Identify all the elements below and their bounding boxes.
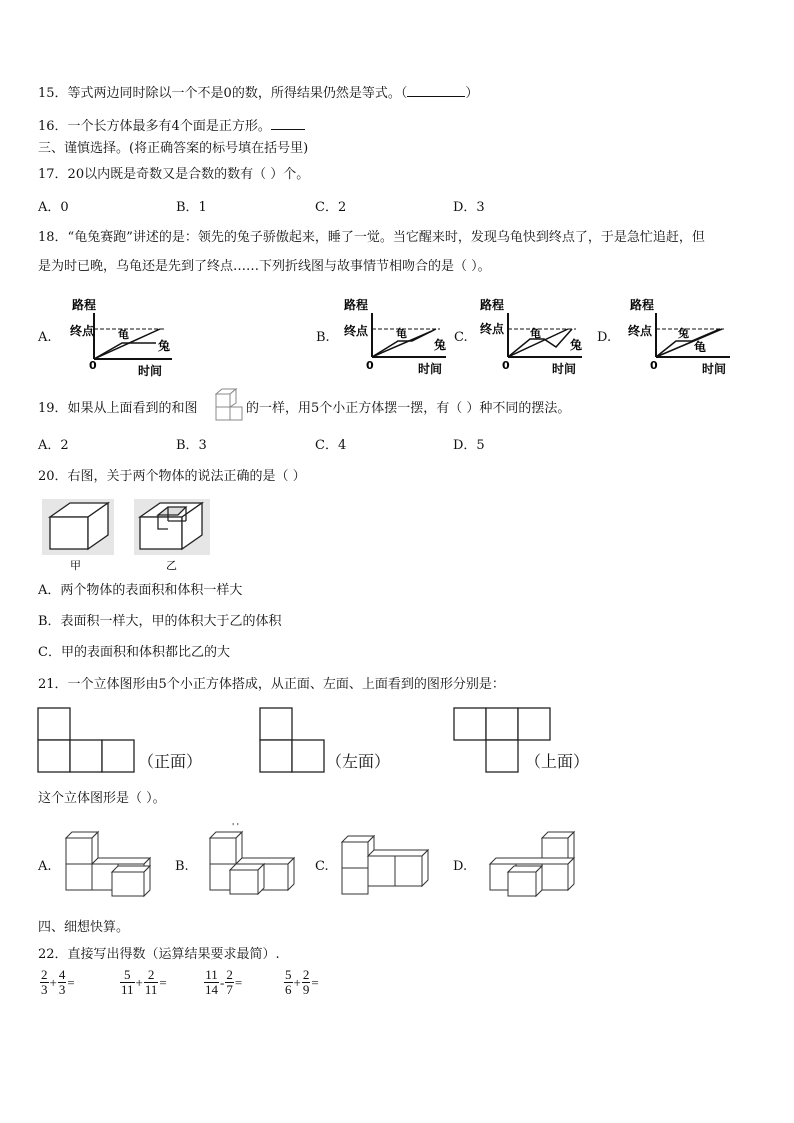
q19-option-d[interactable]: D．5 bbox=[453, 438, 485, 453]
stray-mark: ' ' bbox=[232, 822, 239, 831]
operator: + bbox=[135, 974, 143, 990]
y-axis-label: 路程 bbox=[344, 298, 369, 312]
q18-graph-d bbox=[626, 295, 736, 377]
x-axis-label: 时间 bbox=[418, 362, 443, 376]
x-axis-label: 时间 bbox=[702, 362, 727, 376]
q18-option-a-label[interactable]: A. bbox=[38, 330, 52, 345]
origin-label: 0 bbox=[366, 359, 374, 372]
equals-sign: = bbox=[67, 974, 75, 990]
rabbit-label: 兔 bbox=[570, 338, 583, 352]
x-axis-label: 时间 bbox=[138, 364, 163, 377]
section-4-title: 四、细想快算。 bbox=[38, 920, 130, 935]
q21-option-b-label[interactable]: B. bbox=[175, 859, 189, 874]
equals-sign: = bbox=[159, 974, 167, 990]
numerator: 11 bbox=[205, 967, 218, 982]
calc-item-4[interactable] bbox=[284, 968, 320, 997]
q17-option-d[interactable]: D．3 bbox=[453, 200, 485, 215]
question-18-line2: 是为时已晚，乌龟还是先到了终点……下列折线图与故事情节相吻合的是（ ）。 bbox=[38, 259, 491, 274]
calc-item-3[interactable] bbox=[204, 968, 243, 997]
end-label: 终点 bbox=[70, 324, 95, 338]
q20-option-a[interactable]: A．两个物体的表面积和体积一样大 bbox=[38, 583, 243, 598]
q17-option-c[interactable]: C．2 bbox=[315, 200, 347, 215]
question-20-text: 20．右图，关于两个物体的说法正确的是（ ） bbox=[38, 469, 306, 484]
numerator: 2 bbox=[302, 967, 310, 982]
rabbit-label: 兔 bbox=[158, 339, 171, 353]
question-15-close: ） bbox=[465, 86, 479, 101]
end-label: 终点 bbox=[344, 324, 369, 338]
front-view-label: （正面） bbox=[138, 752, 203, 771]
q18-option-d-label[interactable]: D. bbox=[597, 330, 612, 345]
left-view-label: （左面） bbox=[326, 752, 391, 771]
q19-option-a[interactable]: A．2 bbox=[38, 438, 69, 453]
q21-option-a-label[interactable]: A. bbox=[38, 859, 52, 874]
question-18-line1: 18．“龟兔赛跑”讲述的是：领先的兔子骄傲起来，睡了一觉。当它醒来时，发现乌龟快到终点了，于是急忙追赶，但 bbox=[38, 230, 705, 245]
numerator: 2 bbox=[41, 967, 48, 982]
object-yi-label: 乙 bbox=[166, 559, 177, 572]
question-16-text: 16．一个长方体最多有4个面是正方形。 bbox=[38, 119, 271, 134]
q18-graph-a bbox=[60, 295, 180, 377]
denominator: 6 bbox=[285, 982, 292, 997]
turtle-label: 龟 bbox=[694, 340, 707, 354]
origin-label: 0 bbox=[89, 359, 97, 372]
end-label: 终点 bbox=[480, 322, 505, 336]
q18-graph-b bbox=[340, 295, 450, 377]
origin-label: 0 bbox=[650, 359, 658, 372]
y-axis-label: 路程 bbox=[630, 298, 655, 312]
q20-option-b[interactable]: B．表面积一样大，甲的体积大于乙的体积 bbox=[38, 614, 282, 629]
y-axis-label: 路程 bbox=[480, 298, 505, 312]
denominator: 9 bbox=[302, 982, 310, 997]
y-axis-label: 路程 bbox=[72, 298, 97, 312]
q21-option-b-figure bbox=[206, 822, 298, 896]
q18-option-b-label[interactable]: B. bbox=[316, 330, 330, 345]
left-view-diagram bbox=[259, 707, 329, 775]
answer-blank-16[interactable] bbox=[271, 117, 305, 130]
operator: + bbox=[293, 974, 301, 990]
denominator: 11 bbox=[121, 982, 134, 997]
q19-top-view-figure bbox=[208, 388, 244, 424]
top-view-label: （上面） bbox=[525, 752, 590, 771]
numerator: 2 bbox=[226, 967, 233, 982]
q19-option-c[interactable]: C．4 bbox=[315, 438, 347, 453]
question-22-text: 22．直接写出得数（运算结果要求最简）. bbox=[38, 947, 280, 962]
question-19-after: 的一样，用5个小正方体摆一摆，有（ ）种不同的摆法。 bbox=[246, 401, 571, 416]
numerator: 4 bbox=[58, 967, 66, 982]
section-3-title: 三、谨慎选择。(将正确答案的标号填在括号里) bbox=[38, 141, 309, 156]
calc-item-1[interactable] bbox=[40, 968, 76, 997]
rabbit-label: 兔 bbox=[434, 338, 447, 352]
denominator: 11 bbox=[144, 982, 158, 997]
q20-figure bbox=[40, 495, 220, 575]
equals-sign: = bbox=[234, 974, 243, 990]
operator: - bbox=[220, 974, 225, 990]
q20-option-c[interactable]: C．甲的表面积和体积都比乙的大 bbox=[38, 645, 230, 660]
q17-option-a[interactable]: A．0 bbox=[38, 200, 69, 215]
turtle-label: 龟 bbox=[530, 327, 541, 340]
denominator: 14 bbox=[205, 982, 218, 997]
q17-option-b[interactable]: B．1 bbox=[176, 200, 207, 215]
q18-graph-c bbox=[478, 295, 588, 377]
q18-option-c-label[interactable]: C. bbox=[454, 330, 468, 345]
operator: + bbox=[49, 974, 57, 990]
denominator: 7 bbox=[226, 982, 233, 997]
q19-option-b[interactable]: B．3 bbox=[176, 438, 207, 453]
equals-sign: = bbox=[311, 974, 319, 990]
origin-label: 0 bbox=[502, 359, 510, 372]
denominator: 3 bbox=[41, 982, 48, 997]
numerator: 5 bbox=[285, 967, 292, 982]
turtle-label: 龟 bbox=[396, 327, 407, 340]
calc-item-2[interactable] bbox=[120, 968, 168, 997]
rabbit-label: 兔 bbox=[678, 327, 689, 340]
q21-option-c-label[interactable]: C. bbox=[315, 859, 329, 874]
x-axis-label: 时间 bbox=[552, 362, 577, 376]
question-21-prompt: 这个立体图形是（ ）。 bbox=[38, 791, 166, 806]
numerator: 2 bbox=[144, 968, 159, 983]
question-17-text: 17．20以内既是奇数又是合数的数有（ ）个。 bbox=[38, 167, 310, 182]
question-16 bbox=[38, 117, 305, 135]
object-jia-label: 甲 bbox=[70, 559, 81, 572]
q21-option-d-figure bbox=[486, 830, 578, 900]
answer-blank-15[interactable] bbox=[407, 84, 465, 97]
front-view-diagram bbox=[37, 707, 139, 775]
denominator: 3 bbox=[58, 982, 66, 997]
turtle-label: 龟 bbox=[118, 328, 129, 341]
q21-option-a-figure bbox=[64, 828, 154, 898]
question-15-text: 15．等式两边同时除以一个不是0的数，所得结果仍然是等式。（ bbox=[38, 86, 408, 101]
question-15 bbox=[38, 84, 478, 102]
numerator: 5 bbox=[120, 968, 135, 983]
question-19-before: 19．如果从上面看到的和图 bbox=[38, 401, 198, 416]
q21-option-d-label[interactable]: D. bbox=[453, 859, 468, 874]
question-21-text: 21．一个立体图形由5个小正方体搭成，从正面、左面、上面看到的图形分别是： bbox=[38, 677, 505, 692]
q21-option-c-figure bbox=[340, 832, 432, 902]
end-label: 终点 bbox=[628, 324, 653, 338]
